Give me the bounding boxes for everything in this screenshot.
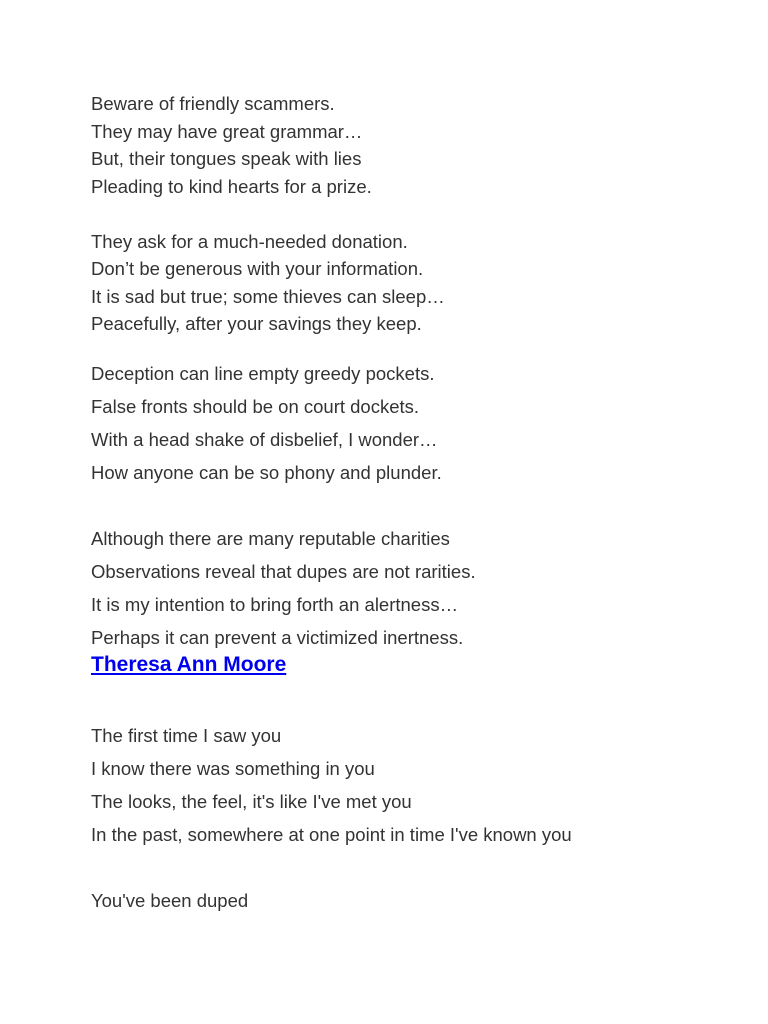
poem-line: False fronts should be on court dockets. [91,396,420,417]
poem-line: With a head shake of disbelief, I wonder… [91,429,438,450]
poem-line: Peacefully, after your savings they keep. [91,313,422,334]
poem-line: Although there are many reputable charities [91,528,450,549]
poem-line: Perhaps it can prevent a victimized inertness. [91,627,464,648]
poem-line: But, their tongues speak with lies [91,148,362,169]
poem-line: You've been duped [91,890,249,911]
poem-line: In the past, somewhere at one point in time I've known you [91,824,572,845]
poem-line: The first time I saw you [91,725,282,746]
poem-line: They may have great grammar… [91,121,363,142]
poem-line: How anyone can be so phony and plunder. [91,462,442,483]
poem-line: Observations reveal that dupes are not rarities. [91,561,476,582]
poem-line: Pleading to kind hearts for a prize. [91,176,372,197]
poem-line: It is my intention to bring forth an alertness… [91,594,459,615]
poem-line: Don’t be generous with your information. [91,258,424,279]
poem-line: It is sad but true; some thieves can sleep… [91,286,445,307]
poem-line: I know there was something in you [91,758,375,779]
poem-line: The looks, the feel, it's like I've met you [91,791,412,812]
poem-line: Deception can line empty greedy pockets. [91,363,435,384]
author-link[interactable]: Theresa Ann Moore [91,653,287,676]
poem-line: Beware of friendly scammers. [91,93,335,114]
poem-line: They ask for a much-needed donation. [91,231,408,252]
